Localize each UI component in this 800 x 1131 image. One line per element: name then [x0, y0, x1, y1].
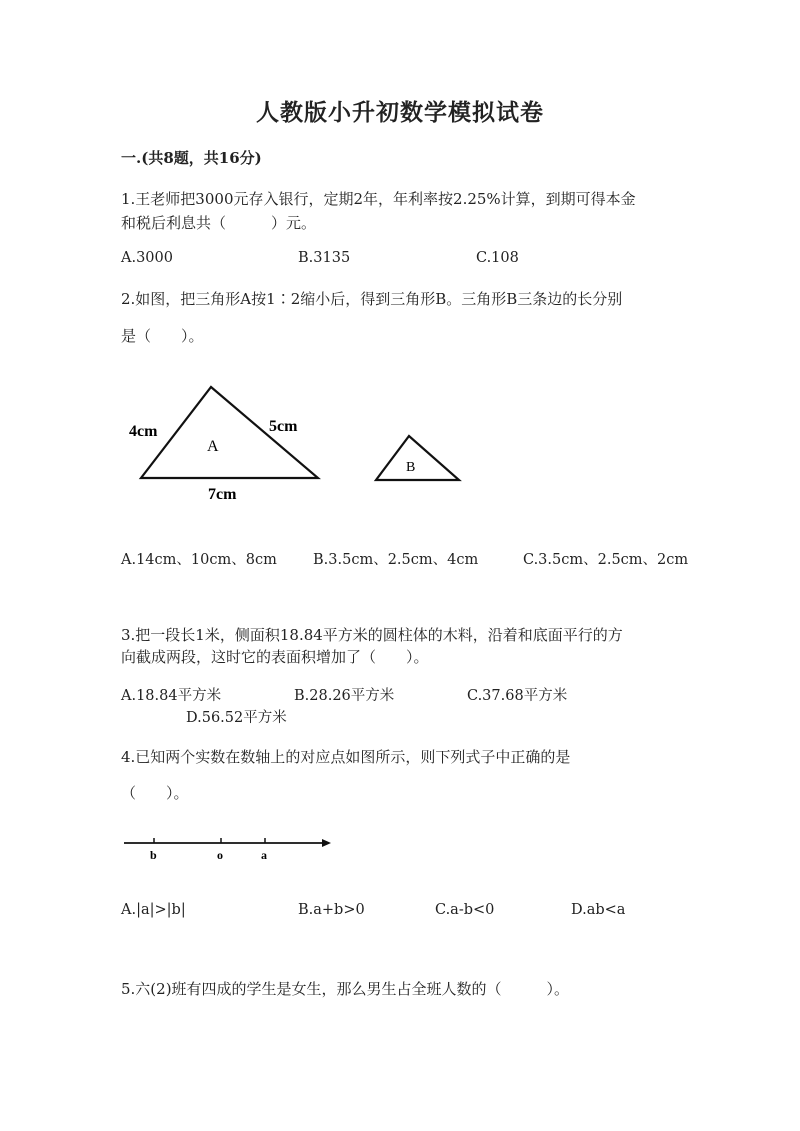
question-3-option-b[interactable]: B.28.26平方米 — [294, 688, 395, 704]
question-2-option-a[interactable]: A.14cm、10cm、8cm — [121, 552, 277, 568]
question-4-option-c[interactable]: C.a-b<0 — [435, 902, 495, 918]
question-3-text-line-1: 3.把一段长1米，侧面积18.84平方米的圆柱体的木料，沿着和底面平行的方 — [121, 626, 623, 644]
question-2-text-line-1: 2.如图，把三角形A按1∶2缩小后，得到三角形B。三角形B三条边的长分别 — [121, 290, 623, 308]
point-a-label: a — [261, 848, 267, 862]
side-bottom-label: 7cm — [208, 486, 237, 503]
question-3-text-line-2: 向截成两段，这时它的表面积增加了（ ）。 — [121, 648, 429, 666]
question-4-option-d[interactable]: D.ab<a — [571, 902, 626, 918]
question-4-text-line-1: 4.已知两个实数在数轴上的对应点如图所示，则下列式子中正确的是 — [121, 748, 571, 766]
section-heading: 一.(共8题，共16分) — [121, 149, 262, 167]
question-2-option-b[interactable]: B.3.5cm、2.5cm、4cm — [313, 552, 479, 568]
triangles-figure — [110, 375, 480, 510]
point-o-label: o — [217, 848, 223, 862]
question-4-option-b[interactable]: B.a+b>0 — [298, 902, 365, 918]
triangle-a-label: A — [207, 438, 219, 455]
triangle-b-label: B — [406, 460, 416, 475]
question-1-text-line-2: 和税后利息共（ ）元。 — [121, 214, 317, 232]
question-3-option-a[interactable]: A.18.84平方米 — [121, 688, 222, 704]
question-1-text-line-1: 1.王老师把3000元存入银行，定期2年，年利率按2.25%计算，到期可得本金 — [121, 190, 636, 208]
page-title: 人教版小升初数学模拟试卷 — [256, 99, 544, 126]
question-3-option-c[interactable]: C.37.68平方米 — [467, 688, 568, 704]
question-2-text-line-2: 是（ ）。 — [121, 327, 204, 345]
question-2-option-c[interactable]: C.3.5cm、2.5cm、2cm — [523, 552, 689, 568]
triangle-b — [376, 436, 459, 480]
number-line-figure — [115, 830, 340, 865]
point-b-label: b — [150, 848, 157, 862]
question-4-text-line-2: （ ）。 — [121, 784, 189, 802]
number-line-arrow-icon — [322, 839, 331, 847]
question-1-option-c[interactable]: C.108 — [476, 250, 519, 266]
question-5-text-line-1: 5.六(2)班有四成的学生是女生，那么男生占全班人数的（ ）。 — [121, 980, 570, 998]
side-left-label: 4cm — [129, 423, 158, 440]
question-3-option-d[interactable]: D.56.52平方米 — [186, 710, 287, 726]
question-1-option-a[interactable]: A.3000 — [121, 250, 173, 266]
question-4-option-a[interactable]: A.|a|>|b| — [121, 902, 186, 918]
side-right-label: 5cm — [269, 418, 298, 435]
question-1-option-b[interactable]: B.3135 — [298, 250, 351, 266]
